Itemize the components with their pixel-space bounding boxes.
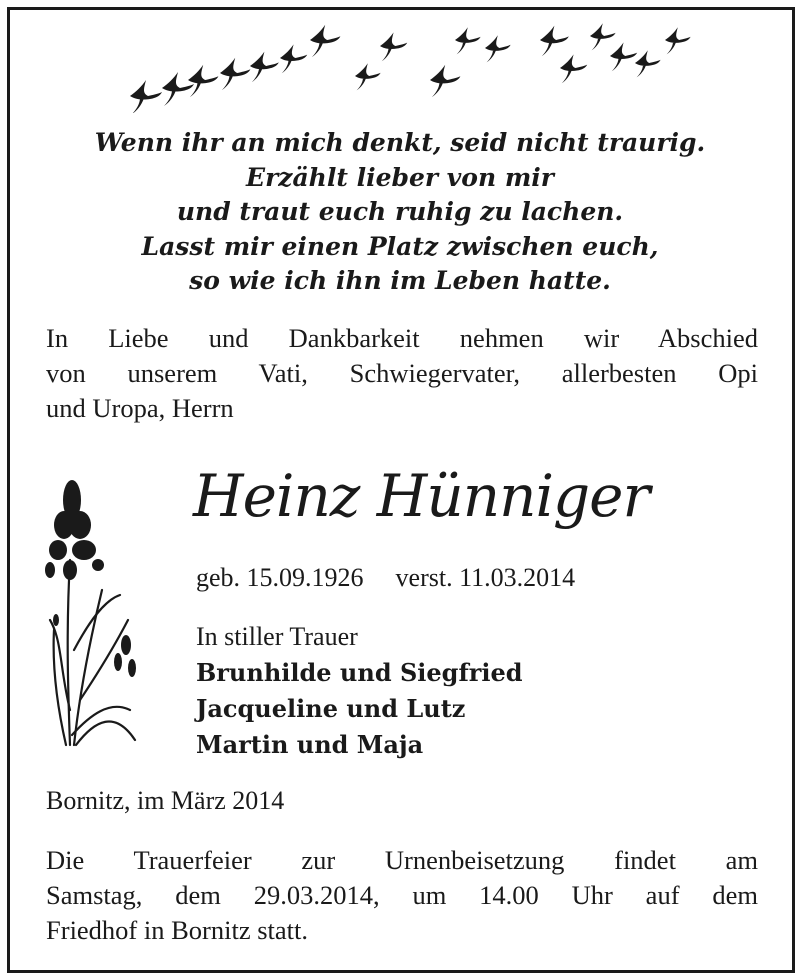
death-date: verst. 11.03.2014	[395, 563, 576, 592]
bird-icon	[380, 32, 407, 61]
bird-icon	[665, 27, 691, 54]
service-line: Die Trauerfeier zur Urnenbeisetzung findet am	[46, 845, 758, 875]
poem-line: Erzählt lieber von mir	[246, 162, 554, 192]
service-line: Samstag, dem 29.03.2014, um 14.00 Uhr auf dem	[46, 880, 758, 910]
intro-line: und Uropa, Herrn	[46, 393, 234, 423]
bird-icon	[610, 42, 637, 71]
bird-icon	[590, 23, 616, 50]
bird-icon	[130, 80, 162, 113]
service-line: Friedhof in Bornitz statt.	[46, 915, 309, 945]
deceased-name: Heinz Hünniger	[193, 462, 650, 530]
mourner-name: Brunhilde und Siegfried	[196, 658, 523, 687]
poem-line: Lasst mir einen Platz zwischen euch,	[141, 231, 659, 261]
poem-line: Wenn ihr an mich denkt, seid nicht traurig.	[94, 128, 706, 157]
bird-icon	[162, 72, 194, 106]
poem	[0, 126, 800, 299]
birth-date: geb. 15.09.1926	[196, 563, 364, 592]
bird-icon	[250, 52, 279, 83]
bird-icon	[188, 65, 218, 97]
mourners-heading: In stiller Trauer	[196, 622, 358, 651]
bird-icon	[635, 50, 661, 77]
bird-icon	[220, 58, 250, 90]
mourner-name: Martin und Maja	[196, 730, 424, 759]
intro-text	[46, 321, 758, 426]
bird-icon	[485, 35, 511, 62]
grass-illustration	[40, 470, 145, 750]
service-text	[46, 843, 758, 948]
bird-icon	[560, 54, 587, 83]
place-date: Bornitz, im März 2014	[46, 786, 285, 815]
poem-line: so wie ich ihn im Leben hatte.	[189, 266, 611, 295]
bird-icon	[310, 25, 340, 57]
intro-line: In Liebe und Dankbarkeit nehmen wir Abschied	[46, 323, 758, 353]
bird-icon	[280, 44, 307, 73]
bird-icon	[540, 26, 569, 57]
mourners-block	[196, 619, 523, 763]
intro-line: von unserem Vati, Schwiegervater, allerbesten Opi	[46, 358, 758, 388]
life-dates	[196, 563, 575, 593]
bird-icon	[355, 63, 381, 90]
bird-icon	[455, 27, 481, 54]
flying-birds-illustration	[110, 18, 700, 113]
bird-icon	[430, 65, 460, 97]
mourner-name: Jacqueline und Lutz	[196, 694, 466, 723]
poem-line: und traut euch ruhig zu lachen.	[176, 197, 624, 226]
